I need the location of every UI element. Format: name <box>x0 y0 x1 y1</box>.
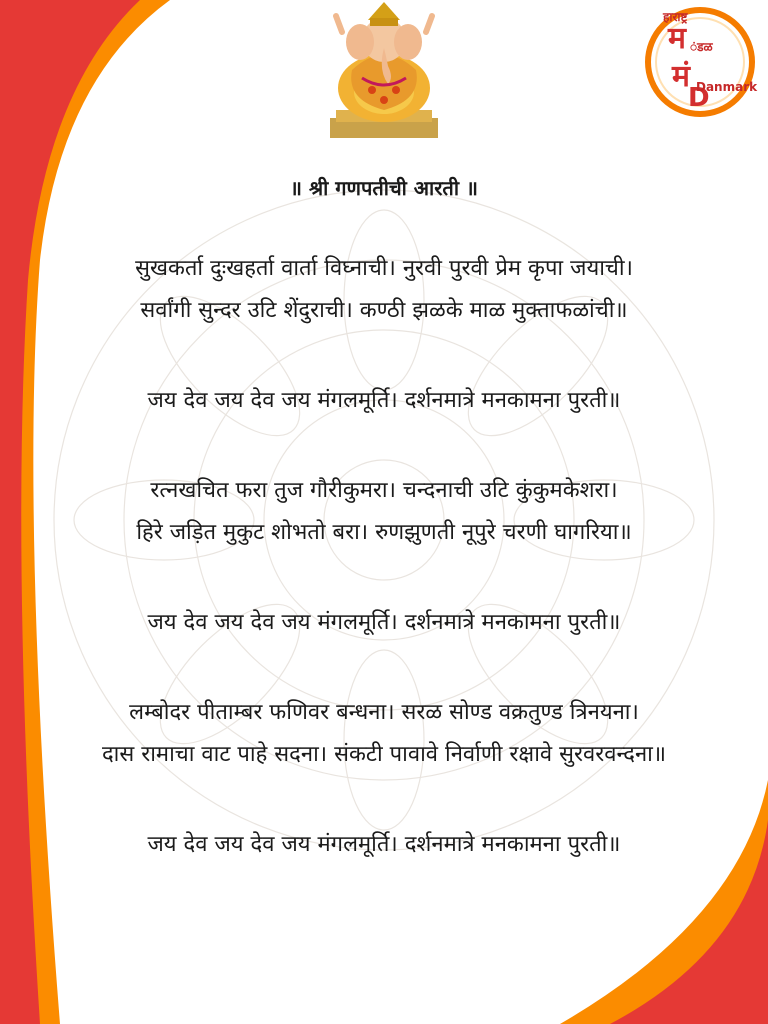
aarti-title: ॥ श्री गणपतीची आरती ॥ <box>290 176 478 200</box>
logo-word-mandal: ंडळ <box>690 40 713 54</box>
ganesha-idol-image <box>322 0 446 140</box>
verse-line-3: रत्नखचित फरा तुज गौरीकुमरा। चन्दनाची उटि कुंकुमकेशरा। <box>150 478 618 503</box>
logo-word-danmark: Danmark <box>696 80 758 94</box>
verse-line-6: दास रामाचा वाट पाहे सदना। संकटी पावावे निर्वाणी रक्षावे सुरवरवन्दना॥ <box>101 742 667 767</box>
logo-word-maharashtra: हाराष्ट्र <box>663 10 688 24</box>
svg-text:म: म <box>668 21 686 56</box>
mandal-logo <box>644 6 756 118</box>
svg-text:मं: मं <box>672 59 690 94</box>
verse-line-2: सर्वांगी सुन्दर उटि शेंदुराची। कण्ठी झळके माळ मुक्ताफळांची॥ <box>140 298 628 323</box>
verse-line-5: लम्बोदर पीताम्बर फणिवर बन्धना। सरळ सोण्ड वक्रतुण्ड त्रिनयना। <box>129 700 639 725</box>
refrain-line-1: जय देव जय देव जय मंगलमूर्ति। दर्शनमात्रे मनकामना पुरती॥ <box>147 388 621 413</box>
refrain-line-2: जय देव जय देव जय मंगलमूर्ति। दर्शनमात्रे मनकामना पुरती॥ <box>147 610 621 635</box>
refrain-line-3: जय देव जय देव जय मंगलमूर्ति। दर्शनमात्रे मनकामना पुरती॥ <box>147 832 621 857</box>
verse-line-1: सुखकर्ता दुःखहर्ता वार्ता विघ्नाची। नुरवी पुरवी प्रेम कृपा जयाची। <box>135 256 633 281</box>
svg-text:D: D <box>688 83 710 113</box>
verse-line-4: हिरे जड़ित मुकुट शोभतो बरा। रुणझुणती नूपुरे चरणी घागरिया॥ <box>136 520 632 545</box>
